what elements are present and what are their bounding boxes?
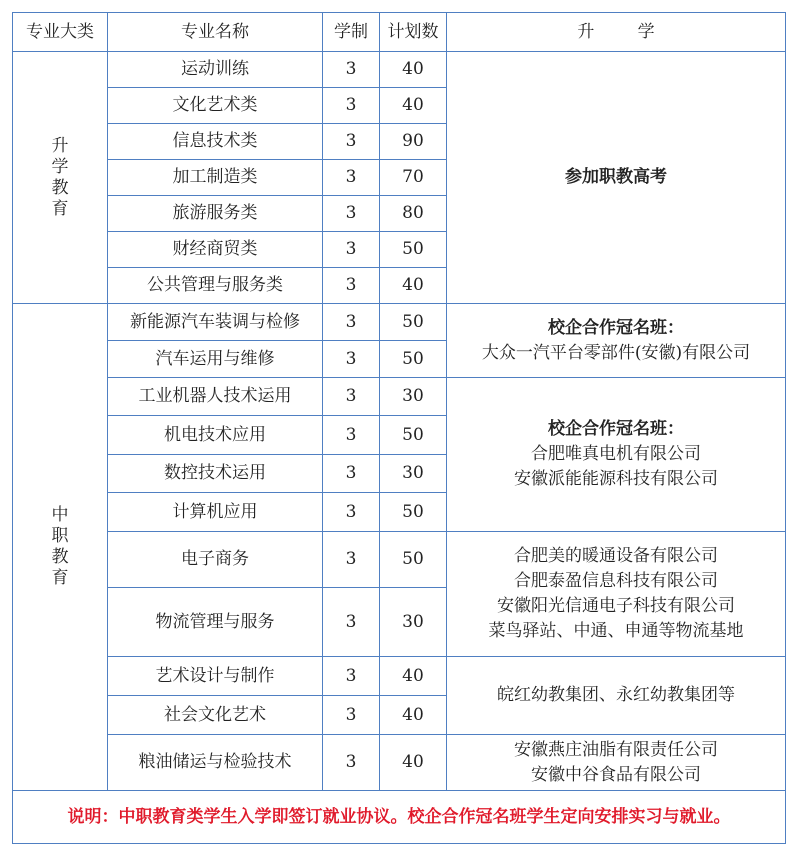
quota-value: 40 [380, 52, 447, 88]
header-quota: 计划数 [380, 13, 447, 52]
years-value: 3 [323, 160, 380, 196]
major-name: 粮油储运与检验技术 [108, 735, 323, 791]
years-value: 3 [323, 124, 380, 160]
header-years: 学制 [323, 13, 380, 52]
pathway-company: 合肥泰盈信息科技有限公司 [514, 571, 718, 591]
major-name: 汽车运用与维修 [108, 341, 323, 378]
years-value: 3 [323, 52, 380, 88]
pathway-company: 大众一汽平台零部件(安徽)有限公司 [481, 342, 751, 363]
quota-value: 40 [380, 268, 447, 304]
major-name: 文化艺术类 [108, 88, 323, 124]
major-name: 计算机应用 [108, 493, 323, 532]
major-name: 公共管理与服务类 [108, 268, 323, 304]
table-row [13, 304, 786, 341]
table-row [13, 52, 786, 88]
pathway-company: 安徽派能能源科技有限公司 [514, 469, 718, 489]
quota-value: 70 [380, 160, 447, 196]
quota-value: 50 [380, 493, 447, 532]
pathway-cell [447, 378, 786, 532]
pathway-company: 合肥唯真电机有限公司 [531, 444, 701, 464]
quota-value: 50 [380, 341, 447, 378]
enrollment-plan-table [12, 12, 786, 844]
years-value: 3 [323, 532, 380, 588]
pathway-cell [447, 657, 786, 735]
quota-value: 40 [380, 696, 447, 735]
pathway-company: 安徽燕庄油脂有限责任公司 [514, 739, 718, 760]
category-cell-vocational-ed [13, 304, 108, 791]
category-char: 教 [51, 177, 69, 198]
major-name: 财经商贸类 [108, 232, 323, 268]
quota-value: 40 [380, 657, 447, 696]
header-pathway: 升 学 [447, 13, 786, 52]
category-char: 学 [51, 156, 69, 177]
major-name: 旅游服务类 [108, 196, 323, 232]
quota-value: 40 [380, 88, 447, 124]
quota-value: 30 [380, 455, 447, 493]
pathway-company: 皖红幼教集团、永红幼教集团等 [497, 685, 735, 705]
category-cell-higher-ed [13, 52, 108, 304]
quota-value: 30 [380, 588, 447, 657]
quota-value: 80 [380, 196, 447, 232]
pathway-title: 校企合作冠名班： [548, 317, 684, 338]
years-value: 3 [323, 455, 380, 493]
pathway-company: 菜鸟驿站、中通、申通等物流基地 [488, 621, 744, 641]
years-value: 3 [323, 232, 380, 268]
header-major: 专业名称 [108, 13, 323, 52]
header-category: 专业大类 [13, 13, 108, 52]
years-value: 3 [323, 493, 380, 532]
years-value: 3 [323, 196, 380, 232]
table-row [13, 532, 786, 588]
major-name: 运动训练 [108, 52, 323, 88]
major-name: 工业机器人技术运用 [108, 378, 323, 416]
pathway-cell [447, 532, 786, 657]
category-char: 中 [51, 505, 69, 525]
pathway-company: 合肥美的暖通设备有限公司 [514, 546, 718, 566]
pathway-cell [447, 304, 786, 378]
category-char: 育 [51, 198, 69, 219]
quota-value: 30 [380, 378, 447, 416]
years-value: 3 [323, 341, 380, 378]
header-row [13, 13, 786, 52]
years-value: 3 [323, 588, 380, 657]
category-char: 育 [51, 568, 69, 588]
quota-value: 40 [380, 735, 447, 791]
years-value: 3 [323, 416, 380, 455]
pathway-text: 参加职教高考 [565, 167, 667, 187]
note-row [13, 791, 786, 844]
pathway-company: 安徽中谷食品有限公司 [531, 764, 701, 785]
quota-value: 50 [380, 416, 447, 455]
years-value: 3 [323, 88, 380, 124]
major-name: 机电技术应用 [108, 416, 323, 455]
major-name: 社会文化艺术 [108, 696, 323, 735]
quota-value: 50 [380, 532, 447, 588]
pathway-company: 安徽阳光信通电子科技有限公司 [497, 596, 735, 616]
category-char: 职 [51, 526, 69, 546]
quota-value: 90 [380, 124, 447, 160]
years-value: 3 [323, 657, 380, 696]
major-name: 物流管理与服务 [108, 588, 323, 657]
years-value: 3 [323, 696, 380, 735]
table-row [13, 735, 786, 791]
footnote: 说明：中职教育类学生入学即签订就业协议。校企合作冠名班学生定向安排实习与就业。 [13, 791, 786, 844]
major-name: 加工制造类 [108, 160, 323, 196]
major-name: 电子商务 [108, 532, 323, 588]
pathway-cell [447, 52, 786, 304]
major-name: 新能源汽车装调与检修 [108, 304, 323, 341]
pathway-title: 校企合作冠名班： [548, 419, 684, 439]
quota-value: 50 [380, 304, 447, 341]
major-name: 艺术设计与制作 [108, 657, 323, 696]
major-name: 信息技术类 [108, 124, 323, 160]
major-name: 数控技术运用 [108, 455, 323, 493]
years-value: 3 [323, 268, 380, 304]
category-char: 教 [51, 547, 69, 567]
quota-value: 50 [380, 232, 447, 268]
table-row [13, 657, 786, 696]
years-value: 3 [323, 378, 380, 416]
pathway-cell [447, 735, 786, 791]
category-char: 升 [51, 135, 69, 156]
table-row [13, 378, 786, 416]
years-value: 3 [323, 735, 380, 791]
years-value: 3 [323, 304, 380, 341]
